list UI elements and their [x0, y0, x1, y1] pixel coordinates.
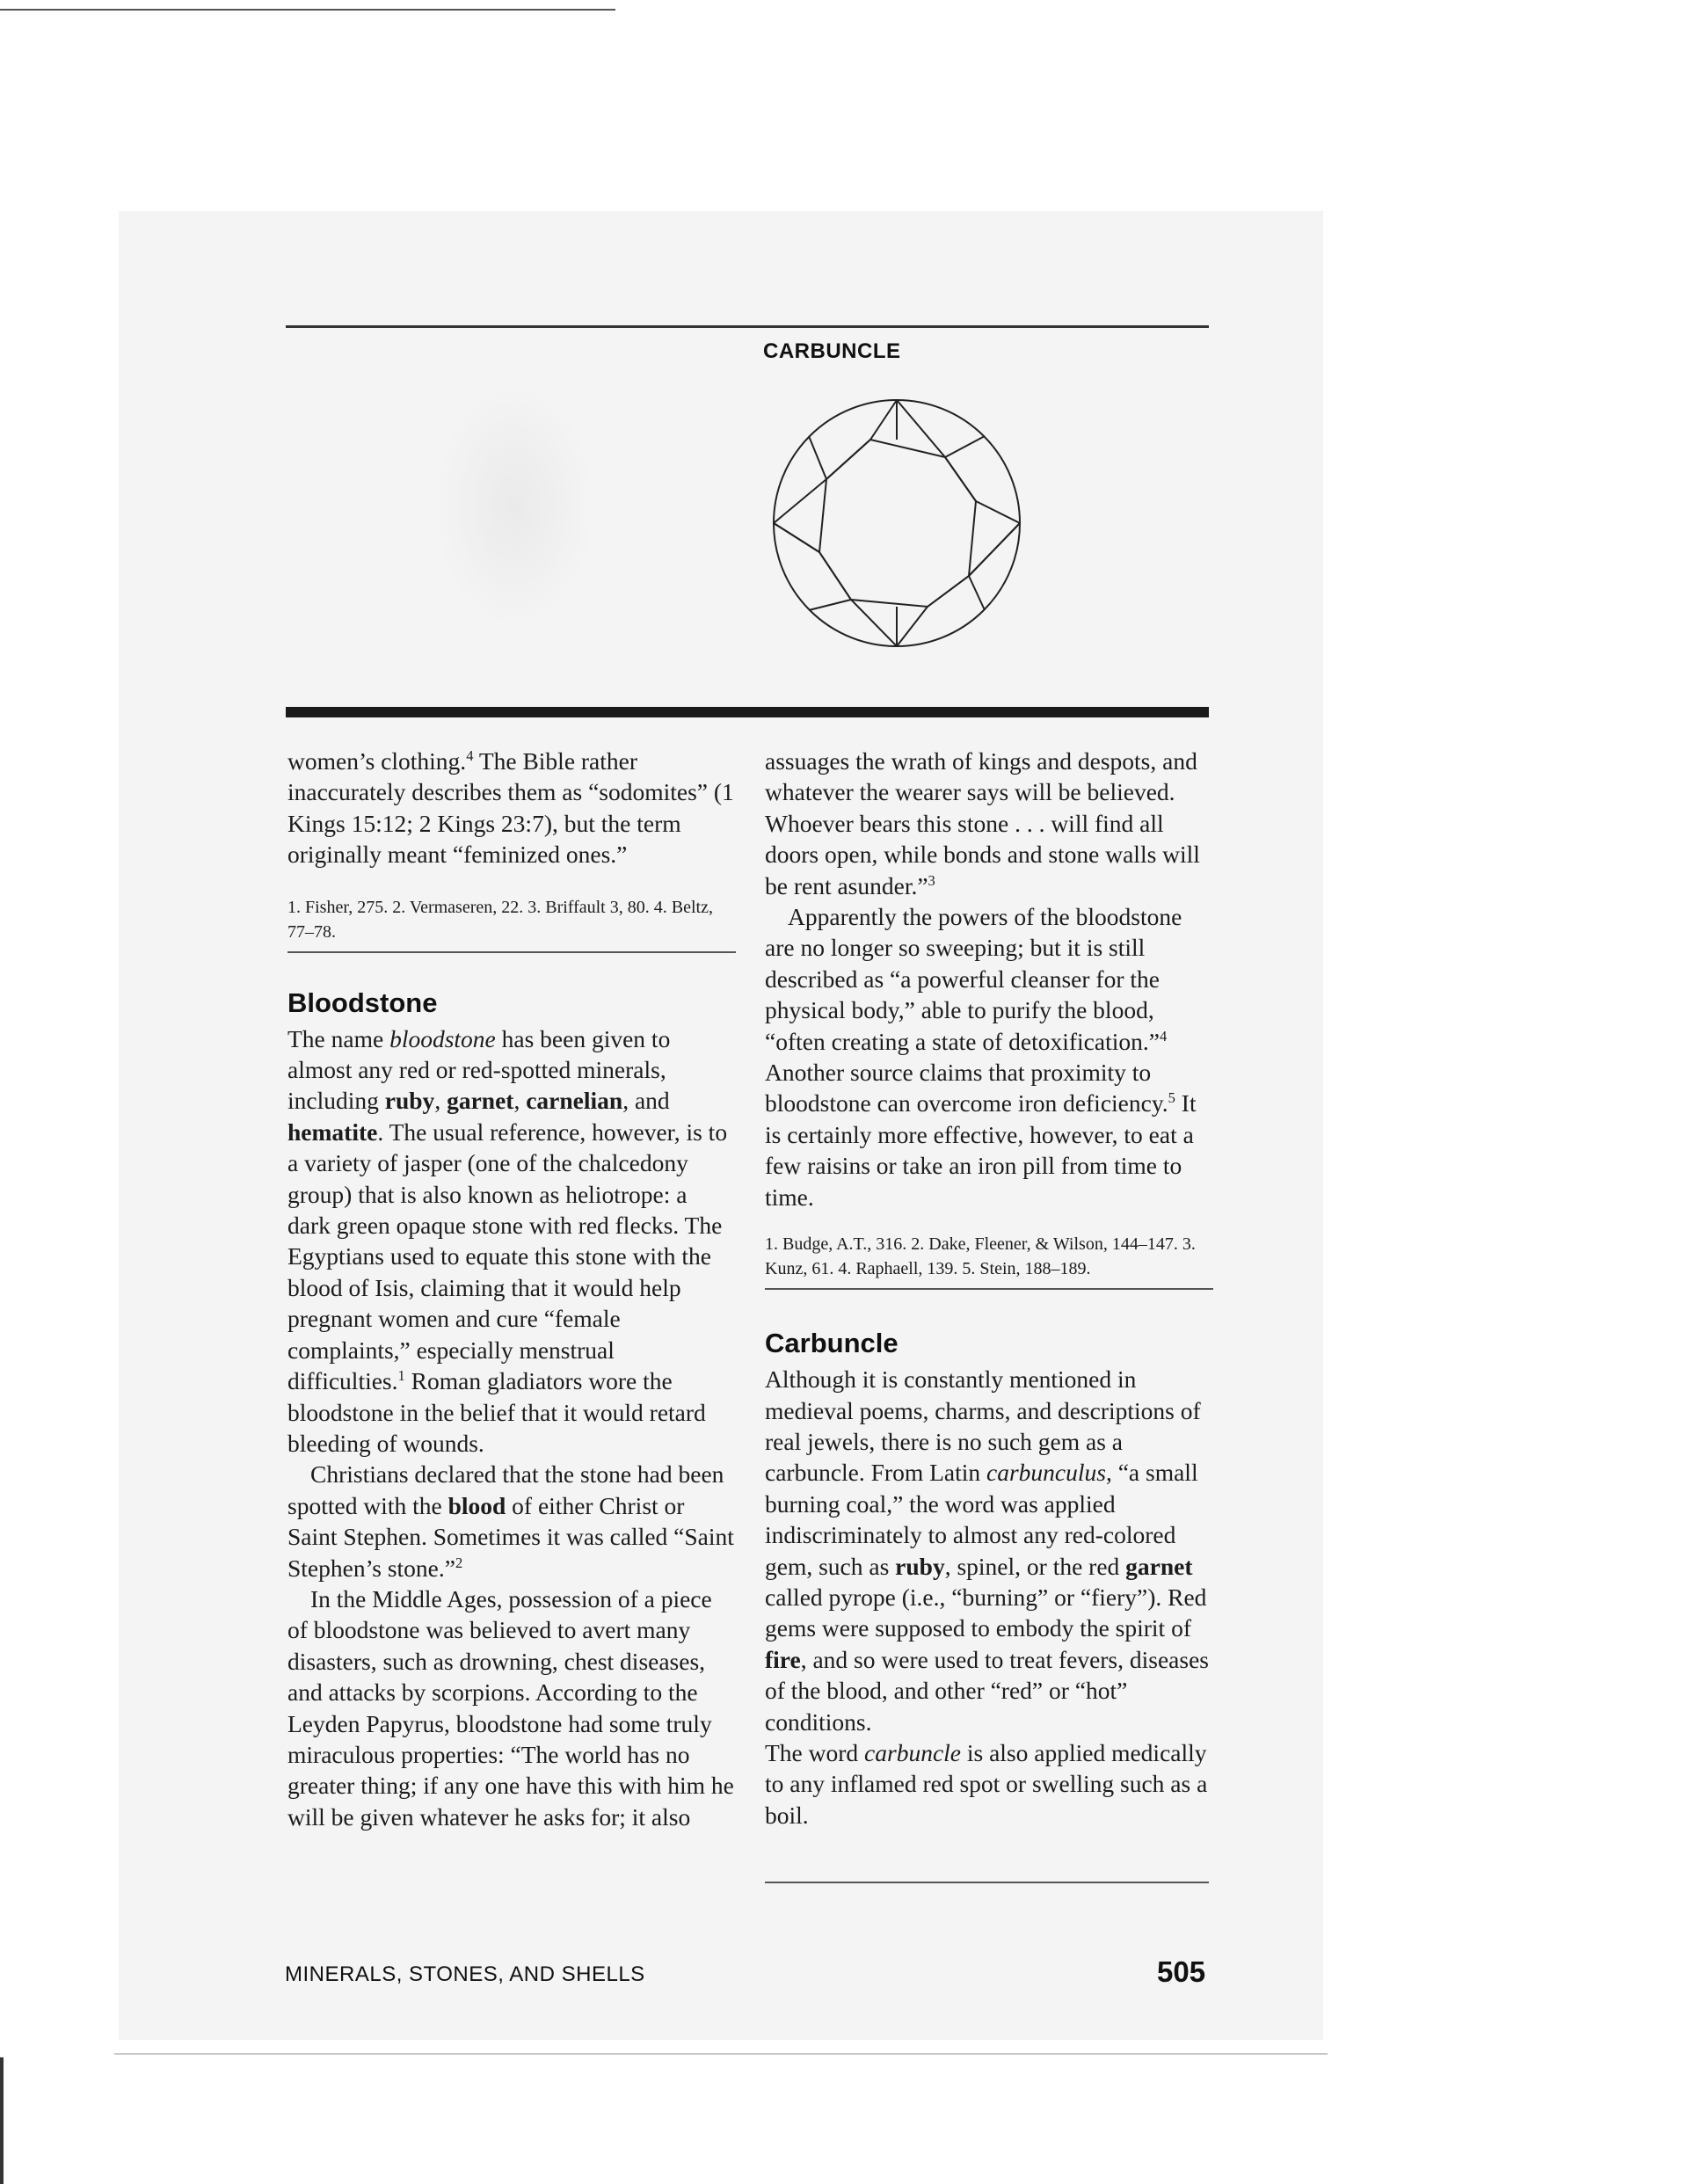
right-column [765, 746, 1213, 1831]
bloodstone-heading: Bloodstone [287, 986, 438, 1018]
scan-edge-bottom [114, 2053, 1328, 2055]
page-number: 505 [1157, 1955, 1206, 1988]
bloodstone-paragraph-4: assuages the wrath of kings and despots, and whatever the wearer says will be believed. Whoever bears this stone . . . will find all doors open, while bonds and stone walls will be rent asunder.”$^3$ [765, 747, 1200, 899]
scan-edge-top [0, 9, 615, 11]
carbuncle-paragraph-1: Although it is constantly mentioned in medieval poems, charms, and descriptions of real jewels, there is no such gem as a carbuncle. From Latin carbunculus, “a small burning coal,” the word was applied indiscriminately to almost any red-colored gem, such as ruby, spinel, or the red garnet called pyrope (i.e., “burning” or “fiery”). Red gems were supposed to embody the spirit of fire, and so were used to treat fevers, diseases of the blood, and other “red” or “hot” conditions. [765, 1365, 1209, 1736]
bloodstone-paragraph-3: In the Middle Ages, possession of a piece of bloodstone was believed to avert many disasters, such as drowning, chest diseases, and attacks by scorpions. According to the Leyden Papyrus, bloodstone had some truly miraculous properties: “The world has no greater thing; if any one have this with him he will be given whatever he asks for; it also [287, 1584, 734, 1831]
section-heavy-rule [286, 707, 1209, 717]
footnotes-previous-entry: 1. Fisher, 275. 2. Vermaseren, 22. 3. Briffault 3, 80. 4. Beltz, 77–78. [287, 897, 713, 942]
bloodstone-paragraph-1: The name bloodstone has been given to almost any red or red-spotted minerals, including ruby, garnet, carnelian, and hematite. The usual reference, however, is to a variety of jasper (one of the chalcedony group) that is also known as heliotrope: a dark green opaque stone with red flecks. The Egyptians used to equate this stone with the blood of Isis, claiming that it would help pregnant women and cure “female complaints,” especially menstrual difficulties.$^1$ Roman gladiators wore the bloodstone in the belief that it would retard bleeding of wounds. [287, 1024, 728, 1457]
entry-divider [765, 1288, 1213, 1290]
bloodstone-paragraph-5: Apparently the powers of the bloodstone are no longer so sweeping; but it is still described as “a powerful cleanser for the physical body,” able to purify the blood, “often creating a state of detoxification.”$^4$ Another source claims that proximity to bloodstone can overcome iron deficiency.$^5$ It is certainly more effective, however, to eat a few raisins or take an iron pill from time to time. [765, 903, 1197, 1211]
entry-end-rule [765, 1882, 1209, 1883]
running-head: CARBUNCLE [763, 339, 901, 363]
paragraph-womens-clothing: women’s clothing.$^4$ The Bible rather inaccurately describes them as “sodomites” (1 Kings 15:12; 2 Kings 23:7), but the term originally meant “feminized ones.” [287, 746, 734, 869]
carbuncle-paragraph-2: The word carbuncle is also applied medically to any inflamed red spot or swelling such as a boil. [765, 1738, 1208, 1829]
carbuncle-heading: Carbuncle [765, 1328, 899, 1359]
brilliant-cut-gem-diagram-icon [765, 387, 1029, 659]
bleed-through-oval [431, 378, 598, 633]
entry-divider [287, 951, 736, 953]
footnotes-bloodstone: 1. Budge, A.T., 316. 2. Dake, Fleener, & Wilson, 144–147. 3. Kunz, 61. 4. Raphaell, 139. 5. Stein, 188–189. [765, 1234, 1196, 1279]
bloodstone-paragraph-2: Christians declared that the stone had been spotted with the blood of either Christ or Saint Stephen. Sometimes it was called “Saint Stephen’s stone.”$^2$ [287, 1460, 734, 1582]
header-rule [286, 325, 1209, 328]
footer-book-title: MINERALS, STONES, AND SHELLS [285, 1962, 645, 1986]
scan-edge-left [0, 2057, 4, 2184]
left-column [287, 746, 736, 1832]
